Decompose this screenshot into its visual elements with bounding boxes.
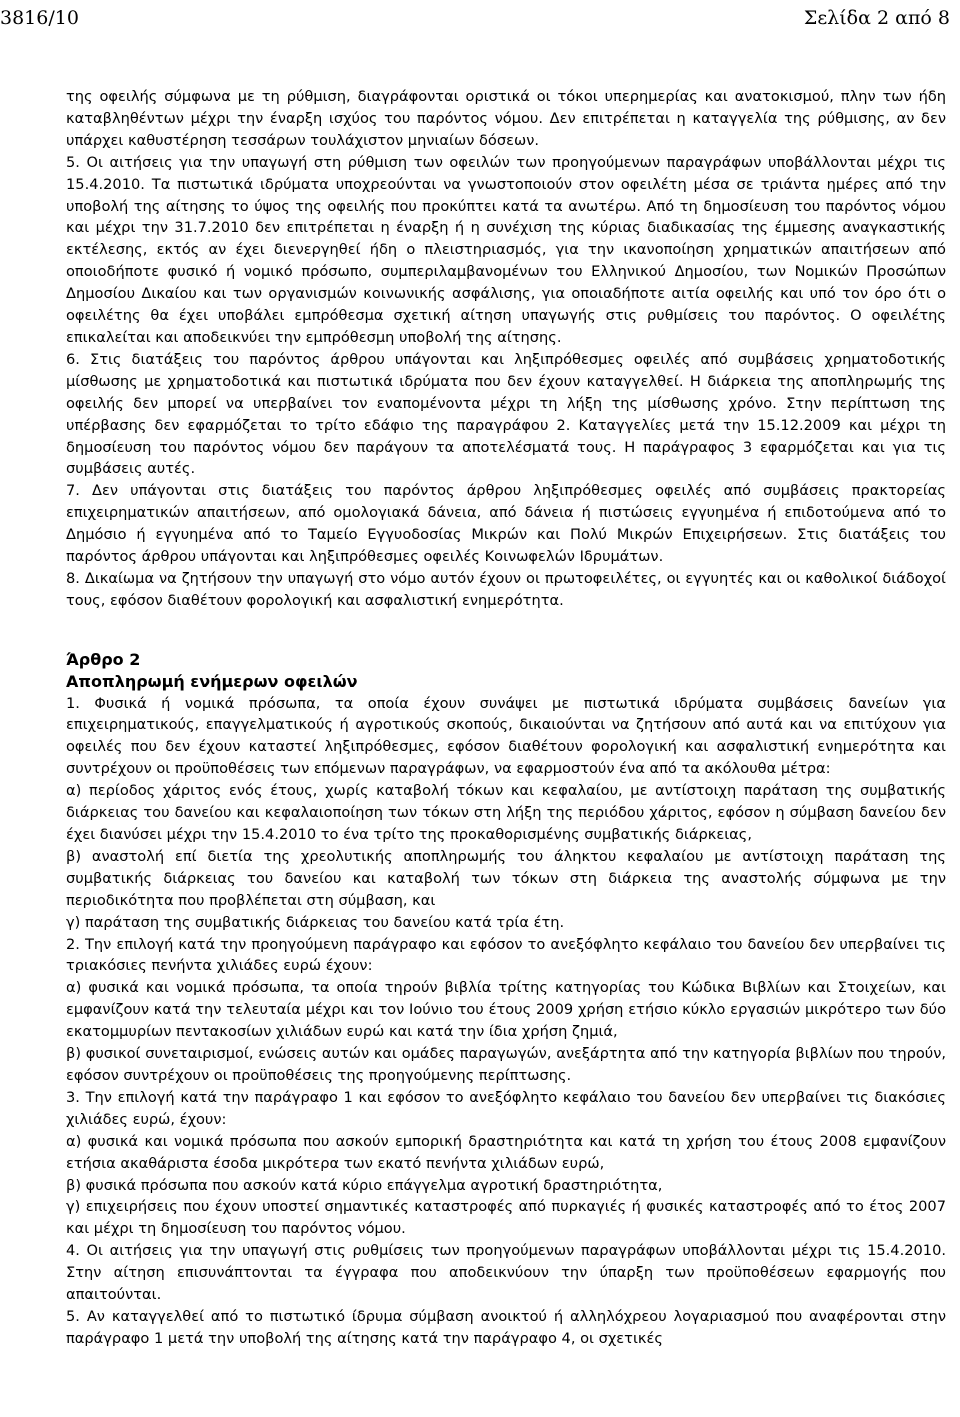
paragraph: 7. Δεν υπάγονται στις διατάξεις του παρόντος άρθρου ληξιπρόθεσμες οφειλές από συμβάσεις πρακτορείας επιχειρηματικών απαιτήσεων, από ομολογιακά δάνεια, από δάνεια ή πιστώσεις εγγυημένα ή επιδοτούμενα από το Δημόσιο ή εγγυημένα από το Ταμείο Εγγυοδοσίας Μικρών και Πολύ Μικρών Επιχειρήσεων. Στις διατάξεις του παρόντος άρθρου υπάγονται και ληξιπρόθεσμες οφειλές Κοινωφελών Ιδρυμάτων. [66, 482, 946, 566]
page-number: Σελίδα 2 από 8 [803, 7, 950, 29]
paragraph: β) φυσικοί συνεταιρισμοί, ενώσεις αυτών και ομάδες παραγωγών, ανεξάρτητα από την κατηγορία βιβλίων που τηρούν, εφόσον συντρέχουν οι προϋποθέσεις της προηγούμενης περίπτωσης. [66, 1045, 946, 1084]
paragraph: 1. Φυσικά ή νομικά πρόσωπα, τα οποία έχουν συνάψει με πιστωτικά ιδρύματα συμβάσεις δανείων για επιχειρηματικούς, επαγγελματικούς ή αγροτικούς σκοπούς, δικαιούνται να ζητήσουν από αυτά και να επιτύχουν για οφειλές που δεν έχουν καταστεί ληξιπρόθεσμες, εφόσον διαθέτουν φορολογική και ασφαλιστική ενημερότητα και συντρέχουν οι προϋποθέσεις των επόμενων παραγράφων, να εφαρμοστούν ένα από τα ακόλουθα μέτρα: [66, 694, 946, 778]
paragraph: 8. Δικαίωμα να ζητήσουν την υπαγωγή στο νόμο αυτόν έχουν οι πρωτοφειλέτες, οι εγγυητές και οι καθολικοί διάδοχοί τους, εφόσον διαθέτουν φορολογική και ασφαλιστική ενημερότητα. [66, 569, 946, 609]
paragraph: 5. Αν καταγγελθεί από το πιστωτικό ίδρυμα σύμβαση ανοικτού ή αλληλόχρεου λογαριασμού που αναφέρονται στην παράγραφο 1 μετά την υποβολή της αίτησης κατά την παράγραφο 4, οι σχετικές [66, 1307, 946, 1347]
paragraph: γ) επιχειρήσεις που έχουν υποστεί σημαντικές καταστροφές από πυρκαγιές ή φυσικές καταστροφές από το έτος 2007 και μέχρι τη δημοσίευση του παρόντος νόμου. [66, 1198, 946, 1238]
paragraph: της οφειλής σύμφωνα με τη ρύθμιση, διαγράφονται οριστικά οι τόκοι υπερημερίας και ανατοκισμού, πλην των ήδη καταβληθέντων μέχρι την έναρξη ισχύος του παρόντος νόμου. Δεν επιτρέπεται η καταγγελία της ρύθμισης, αν δεν υπάρχει καθυστέρηση τεσσάρων τουλάχιστον μηνιαίων δόσεων. [66, 88, 946, 149]
paragraph: 3. Την επιλογή κατά την παράγραφο 1 και εφόσον το ανεξόφλητο κεφάλαιο του δανείου δεν υπερβαίνει τις διακόσιες χιλιάδες ευρώ, έχουν: [66, 1088, 946, 1128]
paragraph: α) φυσικά και νομικά πρόσωπα, τα οποία τηρούν βιβλία τρίτης κατηγορίας του Κώδικα Βιβλίων και Στοιχείων, και εμφανίζουν κατά την τελευταία μέχρι και τον Ιούνιο του έτους 2009 χρήση ετήσιο κύκλο εργασιών μικρότερο των δύο εκατομμυρίων πεντακοσίων χιλιάδων ευρώ και κατά την ίδια χρήση ζημιά, [66, 979, 946, 1041]
paragraph: γ) παράταση της συμβατικής διάρκειας του δανείου κατά τρία έτη. [66, 913, 565, 931]
document-body [66, 86, 946, 1350]
paragraph: β) αναστολή επί διετία της χρεολυτικής αποπληρωμής του άληκτου κεφαλαίου με αντίστοιχη παράταση της συμβατικής διάρκειας του δανείου και καταβολή των τόκων στη διάρκεια της αναστολής σύμφωνα με την περιοδικότητα που προβλέπεται στη σύμβαση, και [66, 847, 946, 909]
paragraph: 6. Στις διατάξεις του παρόντος άρθρου υπάγονται και ληξιπρόθεσμες οφειλές από συμβάσεις χρηματοδοτικής μίσθωσης με χρηματοδοτικά και πιστωτικά ιδρύματα που δεν έχουν καταγγελθεί. Η διάρκεια της αποπληρωμής της οφειλής δεν μπορεί να υπερβαίνει τον εναπομένοντα μέχρι τη λήξη της μίσθωσης χρόνο. Στην περίπτωση της υπέρβασης δεν εφαρμόζεται το τρίτο εδάφιο της παραγράφου 2. Καταγγελίες μετά την 15.12.2009 και μέχρι τη δημοσίευση του παρόντος νόμου δεν παράγουν τα αποτελέσματά τους. Η παράγραφος 3 εφαρμόζεται και για τις συμβάσεις αυτές. [66, 350, 946, 478]
article-number: Άρθρο 2 [66, 649, 141, 669]
page-header [0, 6, 960, 30]
article-title: Αποπληρωμή ενήμερων οφειλών [66, 671, 358, 691]
paragraph: 2. Την επιλογή κατά την προηγούμενη παράγραφο και εφόσον το ανεξόφλητο κεφάλαιο του δανείου δεν υπερβαίνει τις τριακόσιες πενήντα χιλιάδες ευρώ έχουν: [66, 935, 946, 975]
paragraph: β) φυσικά πρόσωπα που ασκούν κατά κύριο επάγγελμα αγροτική δραστηριότητα, [66, 1176, 663, 1194]
paragraph: α) φυσικά και νομικά πρόσωπα που ασκούν εμπορική δραστηριότητα και κατά τη χρήση του έτους 2008 εμφανίζουν ετήσια ακαθάριστα έσοδα μικρότερα των εκατό πενήντα χιλιάδων ευρώ, [66, 1132, 946, 1172]
paragraph: α) περίοδος χάριτος ενός έτους, χωρίς καταβολή τόκων και κεφαλαίου, με αντίστοιχη παράταση της συμβατικής διάρκειας του δανείου και κεφαλαιοποίηση των τόκων στη λήξη της περιόδου χάριτος, εφόσον η σύμβαση δανείου δεν έχει διανύσει μέχρι την 15.4.2010 το ένα τρίτο της προκαθορισμένης συμβατικής διάρκειας, [66, 782, 946, 843]
section-spacer [66, 612, 946, 649]
document-reference: 3816/10 [0, 7, 79, 29]
paragraph: 5. Οι αιτήσεις για την υπαγωγή στη ρύθμιση των οφειλών των προηγούμενων παραγράφων υποβάλλονται μέχρι τις 15.4.2010. Τα πιστωτικά ιδρύματα υποχρεούνται να γνωστοποιούν στον οφειλέτη μέσα σε τριάντα ημέρες από την υποβολή της αίτησης το ύψος της οφειλής που προκύπτει κατά τα ανωτέρω. Από τη δημοσίευση του παρόντος νόμου και μέχρι την 31.7.2010 δεν επιτρέπεται η έναρξη ή η συνέχιση της κύριας διαδικασίας της έμμεσης αναγκαστικής εκτέλεσης, εκτός αν έχει διενεργηθεί ήδη ο πλειστηριασμός, για την ικανοποίηση χρηματικών απαιτήσεων από οποιοδήποτε φυσικό ή νομικό πρόσωπο, συμπεριλαμβανομένων του Ελληνικού Δημοσίου, των Νομικών Προσώπων Δημοσίου Δικαίου και των οργανισμών κοινωνικής ασφάλισης, για οποιαδήποτε αιτία οφειλής και υπό τον όρο ότι ο οφειλέτης θα έχει υποβάλει εμπρόθεσμα σχετική αίτηση υπαγωγής στις ρυθμίσεις του παρόντος. Ο οφειλέτης επικαλείται και αποδεικνύει την εμπρόθεσμη υποβολή της αίτησης. [66, 153, 946, 346]
paragraph: 4. Οι αιτήσεις για την υπαγωγή στις ρυθμίσεις των προηγούμενων παραγράφων υποβάλλονται μέχρι τις 15.4.2010. Στην αίτηση επισυνάπτονται τα έγγραφα που αποδεικνύουν την ύπαρξη των προϋποθέσεων εφαρμογής που απαιτούνται. [66, 1242, 946, 1304]
